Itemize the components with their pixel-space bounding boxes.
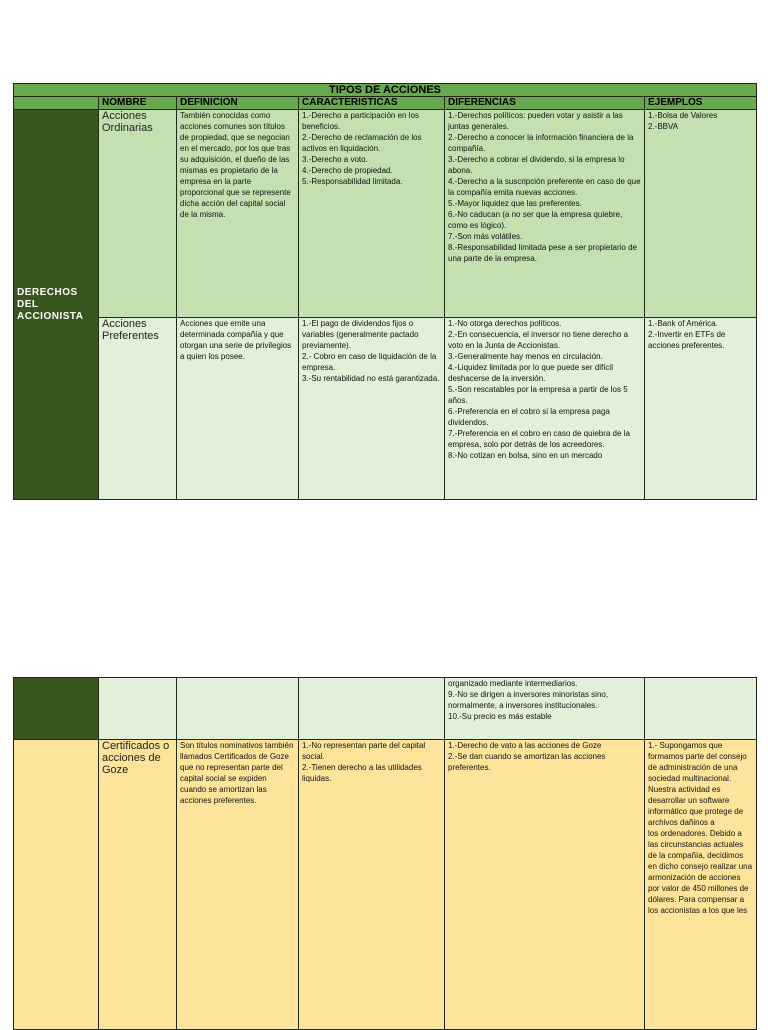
row-definicion: Son títulos nominativos también llamados Certificados de Goze que no representan parte del capital social se expiden cuando se amortizan las acciones preferentes. xyxy=(177,740,299,1030)
row-nombre: Acciones Ordinarias xyxy=(99,110,177,318)
header-nombre: NOMBRE xyxy=(99,97,177,110)
row-diferencias: 1.-Derecho de vato a las acciones de Goze 2.-Se dan cuando se amortizan las acciones preferentes. xyxy=(445,740,645,1030)
row-diferencias: organizado mediante intermediarios. 9.-No se dirigen a inversores minoristas sino, normalmente, a inversores institucionales. 10.-Su precio es más estable xyxy=(445,678,645,740)
table-row xyxy=(14,318,757,500)
row-nombre-empty xyxy=(99,678,177,740)
row-diferencias: 1.-No otorga derechos políticos. 2.-En consecuencia, el inversor no tiene derecho a voto en la Junta de Accionistas. 3.-Generalmente hay menos en circulación. 4.-Liquidez limitada por lo que puede ser difícil deshacerse de la inversión. 5.-Son rescatables por la empresa a partir de los 5 años. 6.-Preferencia en el cobro si la empresa paga dividendos. 7.-Preferencia en el cobro en caso de quiebra de la empresa, solo por detrás de los acreedores. 8.-No cotizan en bolsa, sino en un mercado xyxy=(445,318,645,500)
table-row xyxy=(14,110,757,318)
row-group-empty xyxy=(14,740,99,1030)
row-ejemplos: 1.- Supongamos que formamos parte del consejo de administración de una sociedad multinacional. Nuestra actividad es desarrollar un software informático que protege de archivos dañinos a los ordenadores. Debido a las circunstancias actuales de la compañía, decidimos en dicho consejo realizar una armonización de acciones por valor de 450 millones de dólares. Para compensar a los accionistas a los que les xyxy=(645,740,757,1030)
header-definicion: DEFINICION xyxy=(177,97,299,110)
row-definicion-empty xyxy=(177,678,299,740)
header-diferencias: DIFERENCIAS xyxy=(445,97,645,110)
header-caracteristicas: CARACTERISTICAS xyxy=(299,97,445,110)
table-row xyxy=(14,740,757,1030)
row-diferencias: 1.-Derechos políticos: pueden votar y asistir a las juntas generales. 2.-Derecho a conocer la información financiera de la compañía. 3.-Derecho a cobrar el dividendo, si la empresa lo abona. 4.-Derecho a la suscripción preferente en caso de que la compañía emita nuevas acciones. 5.-Mayor liquidez que las preferentes. 6.-No caducan (a no ser que la empresa quiebre, como es lógico). 7.-Son más volátiles. 8.-Responsabilidad limitada pese a ser propietario de una parte de la empresa. xyxy=(445,110,645,318)
acciones-table-continued xyxy=(13,677,757,1030)
row-nombre: Acciones Preferentes xyxy=(99,318,177,500)
header-ejemplos: EJEMPLOS xyxy=(645,97,757,110)
header-empty xyxy=(14,97,99,110)
row-nombre: Certificados o acciones de Goze xyxy=(99,740,177,1030)
row-ejemplos: 1.-Bolsa de Valores 2.-BBVA xyxy=(645,110,757,318)
acciones-table xyxy=(13,83,757,500)
row-definicion: También conocidas como acciones comunes son títulos de propiedad, que se negocian en el mercado, por los que tras su adquisición, el dueño de las mismas es propietario de la empresa en la parte proporcional que se represente dicha acción del capital social de la misma. xyxy=(177,110,299,318)
row-caracteristicas: 1.-Derecho a participación en los beneficios. 2.-Derecho de reclamación de los activos en liquidación. 3.-Derecho a voto. 4.-Derecho de propiedad. 5.-Responsabilidad limitada. xyxy=(299,110,445,318)
row-ejemplos-empty xyxy=(645,678,757,740)
table-row xyxy=(14,678,757,740)
row-caracteristicas-empty xyxy=(299,678,445,740)
row-ejemplos: 1.-Bank of América. 2.-Invertir en ETFs de acciones preferentes. xyxy=(645,318,757,500)
row-definicion: Acciones que emite una determinada compañía y que otorgan una serie de privilegios a quien los posee. xyxy=(177,318,299,500)
header-row xyxy=(14,97,757,110)
group-label: DERECHOS DEL ACCIONISTA xyxy=(14,110,99,500)
table-title: TIPOS DE ACCIONES xyxy=(14,84,757,97)
group-label-continued xyxy=(14,678,99,740)
row-caracteristicas: 1.-El pago de dividendos fijos o variables (generalmente pactado previamente). 2.- Cobro en caso de liquidación de la empresa. 3.-Su rentabilidad no está garantizada. xyxy=(299,318,445,500)
title-row xyxy=(14,84,757,97)
row-caracteristicas: 1.-No representan parte del capital social. 2.-Tienen derecho a las utilidades liquidas. xyxy=(299,740,445,1030)
